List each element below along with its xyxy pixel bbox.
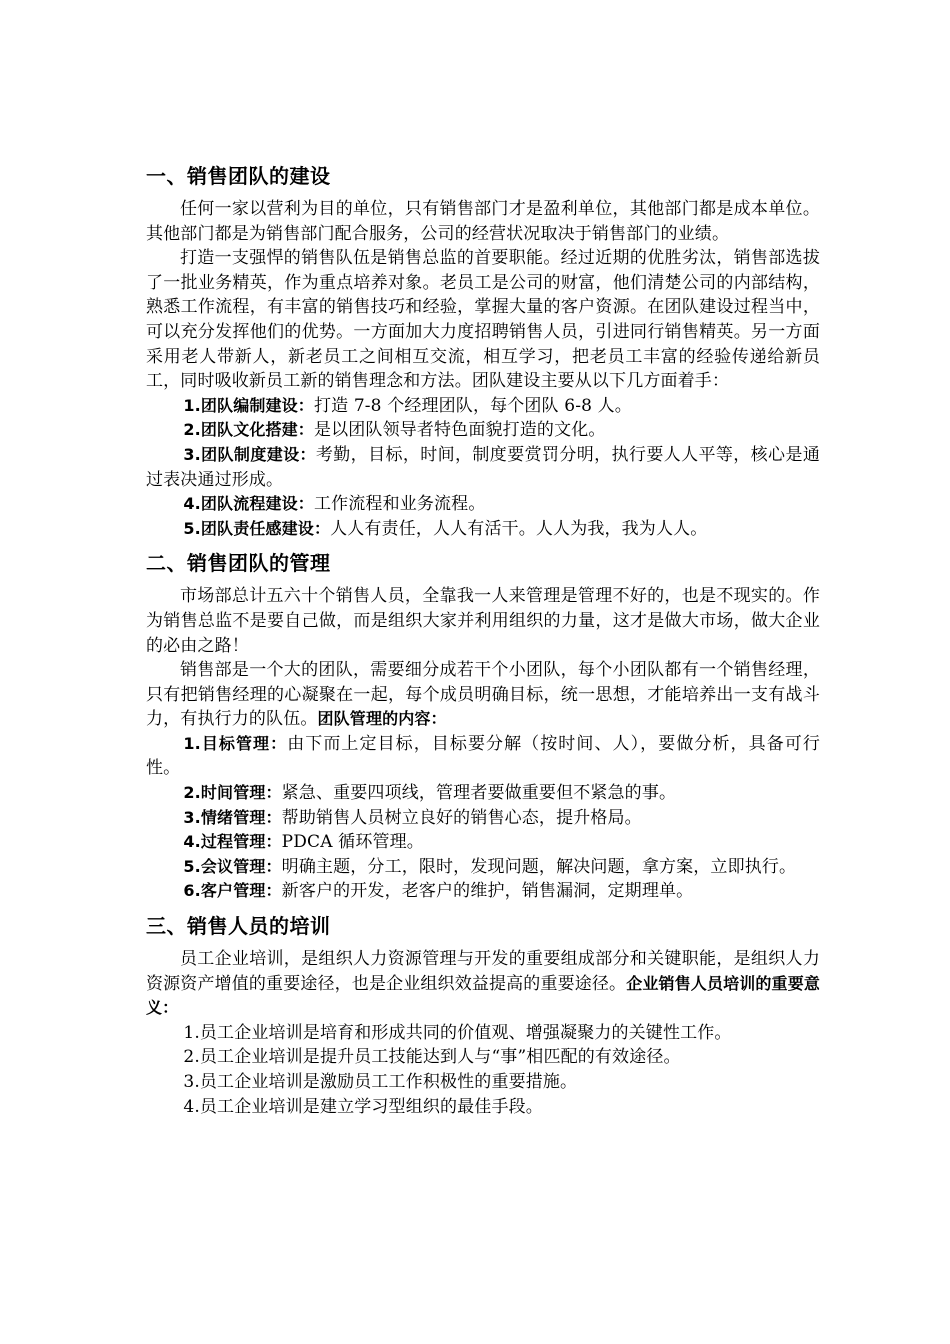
section-team-management: [146, 545, 820, 904]
item-text: PDCA 循环管理。: [281, 832, 424, 853]
section-sales-training: [146, 908, 820, 1119]
lead-bold-text: 团队管理的内容：: [317, 709, 447, 729]
item-number: 1.: [183, 733, 201, 753]
item-label: 团队制度建设：: [200, 444, 316, 464]
item-text: 紧急、重要四项线，管理者要做重要但不紧急的事。: [281, 783, 677, 804]
item-label: 时间管理：: [200, 783, 282, 803]
item-text: 由下而上定目标，目标要分解（按时间、人），要做分析，具备可行性。: [146, 733, 820, 779]
list-item: [146, 443, 820, 492]
paragraph-text: 员工企业培训，是组织人力资源管理与开发的重要组成部分和关键职能，是组织人力资源资产增值的重要途径，也是企业组织效益提高的重要途径。: [146, 949, 820, 994]
item-label: 团队编制建设：: [200, 395, 314, 415]
list-item: [146, 492, 820, 517]
list-item: [146, 806, 820, 831]
item-number: 2.: [183, 783, 201, 803]
item-text: 打造 7-8 个经理团队，每个团队 6-8 人。: [313, 395, 632, 416]
item-label: 客户管理：: [200, 881, 282, 901]
item-number: 2.: [183, 420, 201, 440]
list-item: [146, 879, 820, 904]
list-item: [146, 517, 820, 542]
section-team-building: [146, 158, 820, 541]
list-item: 3.员工企业培训是激励员工工作积极性的重要措施。: [183, 1072, 578, 1092]
item-number: 4.: [183, 832, 201, 852]
list-item: 4.员工企业培训是建立学习型组织的最佳手段。: [183, 1096, 543, 1117]
list-item: 1.员工企业培训是培育和形成共同的价值观、增强凝聚力的关键性工作。: [183, 1022, 732, 1043]
item-number: 6.: [183, 881, 201, 901]
item-text: 人人有责任，人人有活干。人人为我，我为人人。: [330, 518, 708, 539]
item-label: 团队责任感建设：: [200, 518, 331, 538]
paragraph: [146, 658, 820, 732]
paragraph: 打造一支强悍的销售队伍是销售总监的首要职能。经过近期的优胜劣汰，销售部选拔了一批业务精英，作为重点培养对象。老员工是公司的财富，他们清楚公司的内部结构，熟悉工作流程，有丰富的销售技巧和经验，掌握大量的客户资源。在团队建设过程当中，可以充分发挥他们的优势。一方面加大力度招聘销售人员，引进同行销售精英。另一方面采用老人带新人，新老员工之间相互交流，相互学习，把老员工丰富的经验传递给新员工，同时吸收新员工新的销售理念和方法。团队建设主要从以下几方面着手：: [146, 248, 820, 392]
item-number: 4.: [183, 494, 201, 514]
list-item: [146, 855, 820, 880]
item-label: 团队流程建设：: [200, 494, 314, 514]
item-number: 5.: [183, 518, 201, 538]
item-label: 过程管理：: [200, 832, 282, 852]
item-label: 目标管理：: [200, 733, 288, 753]
item-number: 3.: [183, 807, 201, 827]
item-label: 会议管理：: [200, 856, 282, 876]
list-item: [146, 394, 820, 419]
section-heading: 三、销售人员的培训: [146, 914, 331, 939]
item-text: 明确主题，分工，限时，发现问题，解决问题，拿方案，立即执行。: [281, 856, 797, 877]
list-item: [146, 732, 820, 781]
document-page: [146, 158, 820, 1119]
item-text: 考勤，目标，时间，制度要赏罚分明，执行要人人平等，核心是通过表决通过形成。: [146, 444, 820, 490]
section-heading: 一、销售团队的建设: [146, 164, 331, 188]
item-number: 3.: [183, 444, 201, 464]
item-number: 5.: [183, 856, 201, 876]
item-text: 是以团队领导者特色面貌打造的文化。: [313, 420, 606, 441]
paragraph: 市场部总计五六十个销售人员，全靠我一人来管理是管理不好的，也是不现实的。作为销售总监不是要自己做，而是组织大家并利用组织的力量，这才是做大市场，做大企业的必由之路！: [146, 586, 820, 656]
paragraph: [146, 947, 820, 1021]
paragraph: 任何一家以营利为目的单位，只有销售部门才是盈利单位，其他部门都是成本单位。其他部门都是为销售部门配合服务，公司的经营状况取决于销售部门的业绩。: [146, 199, 820, 244]
list-item: 2.员工企业培训是提升员工技能达到人与“事”相匹配的有效途径。: [183, 1047, 681, 1068]
paragraph-text: 销售部是一个大的团队，需要细分成若干个小团队，每个小团队都有一个销售经理，只有把销售经理的心凝聚在一起，每个成员明确目标，统一思想，才能培养出一支有战斗力，有执行力的队伍。: [146, 660, 820, 730]
section-heading: 二、销售团队的管理: [146, 551, 331, 576]
item-text: 帮助销售人员树立良好的销售心态，提升格局。: [281, 807, 642, 828]
item-number: 1.: [183, 395, 201, 415]
lead-bold-text: 企业销售人员培训的重要意义：: [146, 973, 821, 1018]
item-text: 新客户的开发，老客户的维护，销售漏洞，定期理单。: [281, 881, 694, 902]
item-label: 团队文化搭建：: [200, 420, 314, 440]
item-label: 情绪管理：: [200, 807, 282, 827]
item-text: 工作流程和业务流程。: [313, 494, 486, 515]
list-item: [146, 781, 820, 806]
list-item: [146, 830, 820, 855]
list-item: [146, 418, 820, 443]
